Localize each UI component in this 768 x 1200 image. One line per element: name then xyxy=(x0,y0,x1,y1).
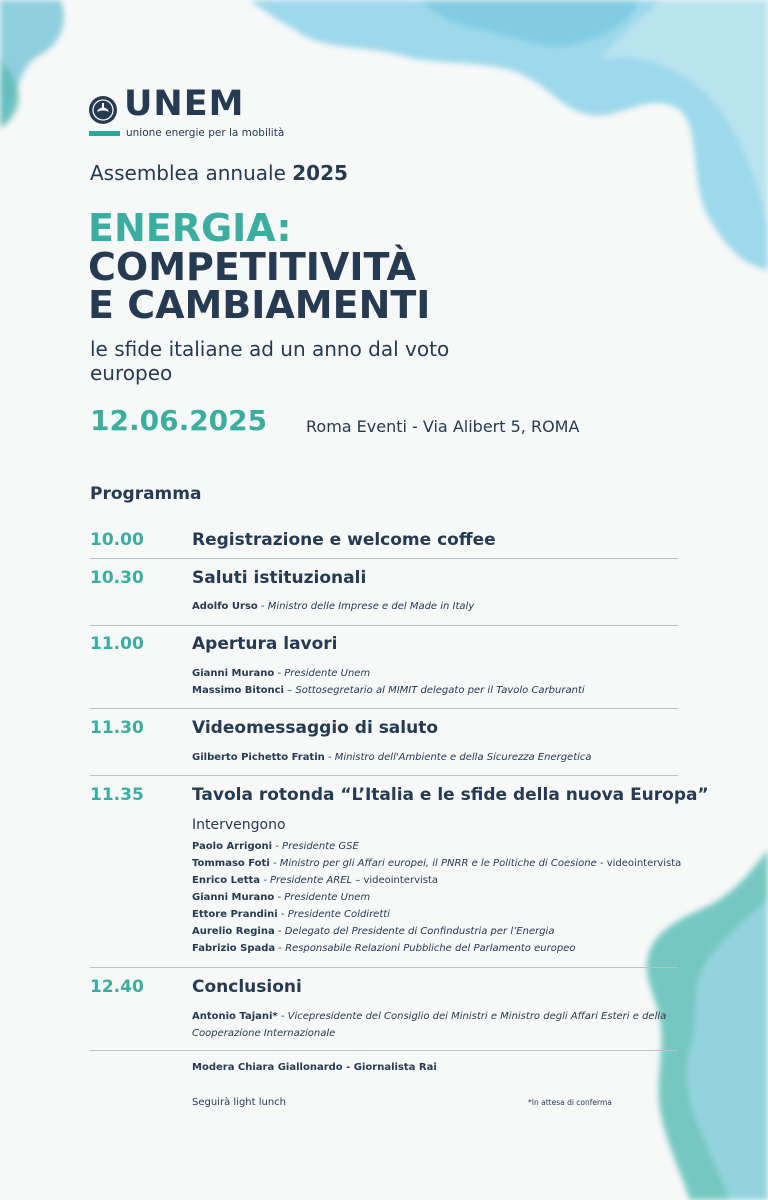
speaker: Ettore Prandini - Presidente Coldiretti xyxy=(192,909,390,920)
item-title: Registrazione e welcome coffee xyxy=(192,530,496,550)
brand-tagline: unione energie per la mobilità xyxy=(126,127,285,139)
unem-logo xyxy=(88,84,288,142)
speaker-name: Massimo Bitonci xyxy=(192,685,284,696)
speaker-role: Responsabile Relazioni Pubbliche del Parlamento europeo xyxy=(285,943,576,954)
item-time: 11.00 xyxy=(90,634,144,654)
divider xyxy=(90,775,678,776)
event-date: 12.06.2025 xyxy=(90,404,268,437)
item-time: 12.40 xyxy=(90,977,144,997)
speaker-role: Presidente Unem xyxy=(284,668,371,679)
speaker-extra: videointervista xyxy=(606,858,682,869)
title-line-1: ENERGIA: xyxy=(88,206,292,250)
assembly-heading xyxy=(90,161,348,185)
speaker: Paolo Arrigoni - Presidente GSE xyxy=(192,841,359,852)
logo-underline xyxy=(89,131,120,136)
divider xyxy=(90,625,678,626)
item-title: Tavola rotonda “L’Italia e le sfide della nuova Europa” xyxy=(192,785,709,805)
speaker-name: Ettore Prandini xyxy=(192,909,278,920)
speaker-role: Ministro dell'Ambiente e della Sicurezza Energetica xyxy=(334,752,592,763)
speaker-name: Tommaso Foti xyxy=(192,858,270,869)
speaker: Fabrizio Spada - Responsabile Relazioni Pubbliche del Parlamento europeo xyxy=(192,943,576,954)
speaker-role: Delegato del Presidente di Confindustria per l’Energia xyxy=(284,926,555,937)
event-venue: Roma Eventi - Via Alibert 5, ROMA xyxy=(306,417,580,436)
speaker-name: Gianni Murano xyxy=(192,892,275,903)
event-subtitle: le sfide italiane ad un anno dal voto europeo xyxy=(90,337,450,385)
speaker: Gilberto Pichetto Fratin - Ministro dell'Ambiente e della Sicurezza Energetica xyxy=(192,752,592,763)
brand-name: UNEM xyxy=(124,84,245,124)
speaker: Gianni Murano - Presidente Unem xyxy=(192,892,371,903)
speaker: Antonio Tajani* - Vicepresidente del Consiglio dei Ministri e Ministro degli Affari Esteri e della xyxy=(192,1011,667,1022)
item-time: 11.30 xyxy=(90,718,144,738)
programme-heading: Programma xyxy=(90,484,202,504)
item-intro: Intervengono xyxy=(192,817,286,833)
speaker: Tommaso Foti - Ministro per gli Affari europei, il PNRR e le Politiche di Coesione - videointervista xyxy=(192,858,682,869)
speaker-name: Antonio Tajani* xyxy=(192,1011,278,1022)
item-time: 11.35 xyxy=(90,785,144,805)
speaker-role: Ministro delle Imprese e del Made in Italy xyxy=(267,601,475,612)
speaker-role-cont: Cooperazione Internazionale xyxy=(192,1028,336,1039)
speaker-role: Presidente Unem xyxy=(284,892,371,903)
item-time: 10.00 xyxy=(90,530,144,550)
confirmation-note: *In attesa di conferma xyxy=(528,1098,612,1107)
divider xyxy=(90,558,678,559)
speaker: Massimo Bitonci – Sottosegretario al MIMIT delegato per il Tavolo Carburanti xyxy=(192,685,585,696)
speaker-role: Vicepresidente del Consiglio dei Ministri e Ministro degli Affari Esteri e della xyxy=(287,1011,667,1022)
speaker-name: Fabrizio Spada xyxy=(192,943,276,954)
speaker-name: Gilberto Pichetto Fratin xyxy=(192,752,325,763)
speaker-role-continued xyxy=(192,1026,335,1042)
moderator: Modera Chiara Giallonardo - Giornalista Rai xyxy=(192,1062,437,1073)
speaker: Aurelio Regina - Delegato del Presidente di Confindustria per l’Energia xyxy=(192,926,555,937)
assembly-prefix: Assemblea annuale xyxy=(90,161,286,185)
assembly-year: 2025 xyxy=(292,161,348,185)
item-title: Saluti istituzionali xyxy=(192,568,367,588)
title-line-3: E CAMBIAMENTI xyxy=(88,283,431,327)
speaker-role: Presidente GSE xyxy=(282,841,359,852)
title-line-2: COMPETITIVITÀ xyxy=(88,245,416,289)
divider xyxy=(90,708,678,709)
speaker-role: Sottosegretario al MIMIT delegato per il Tavolo Carburanti xyxy=(295,685,585,696)
speaker-extra: videointervista xyxy=(363,875,439,886)
item-title: Videomessaggio di saluto xyxy=(192,718,439,738)
speaker-role: Ministro per gli Affari europei, il PNRR e le Politiche di Coesione xyxy=(279,858,597,869)
speaker-name: Enrico Letta xyxy=(192,875,261,886)
item-title: Conclusioni xyxy=(192,977,302,997)
speaker: Gianni Murano - Presidente Unem xyxy=(192,668,371,679)
speaker-role: Presidente Coldiretti xyxy=(287,909,390,920)
lunch-note: Seguirà light lunch xyxy=(192,1097,287,1108)
unem-emblem-icon xyxy=(88,95,118,125)
item-time: 10.30 xyxy=(90,568,144,588)
speaker-name: Aurelio Regina xyxy=(192,926,275,937)
divider xyxy=(90,1050,678,1051)
speaker: Adolfo Urso - Ministro delle Imprese e del Made in Italy xyxy=(192,601,475,612)
speaker-name: Paolo Arrigoni xyxy=(192,841,273,852)
speaker: Enrico Letta - Presidente AREL – videointervista xyxy=(192,875,439,886)
divider xyxy=(90,967,678,968)
speaker-name: Adolfo Urso xyxy=(192,601,258,612)
item-title: Apertura lavori xyxy=(192,634,338,654)
speaker-role: Presidente AREL xyxy=(270,875,353,886)
speaker-name: Gianni Murano xyxy=(192,668,275,679)
